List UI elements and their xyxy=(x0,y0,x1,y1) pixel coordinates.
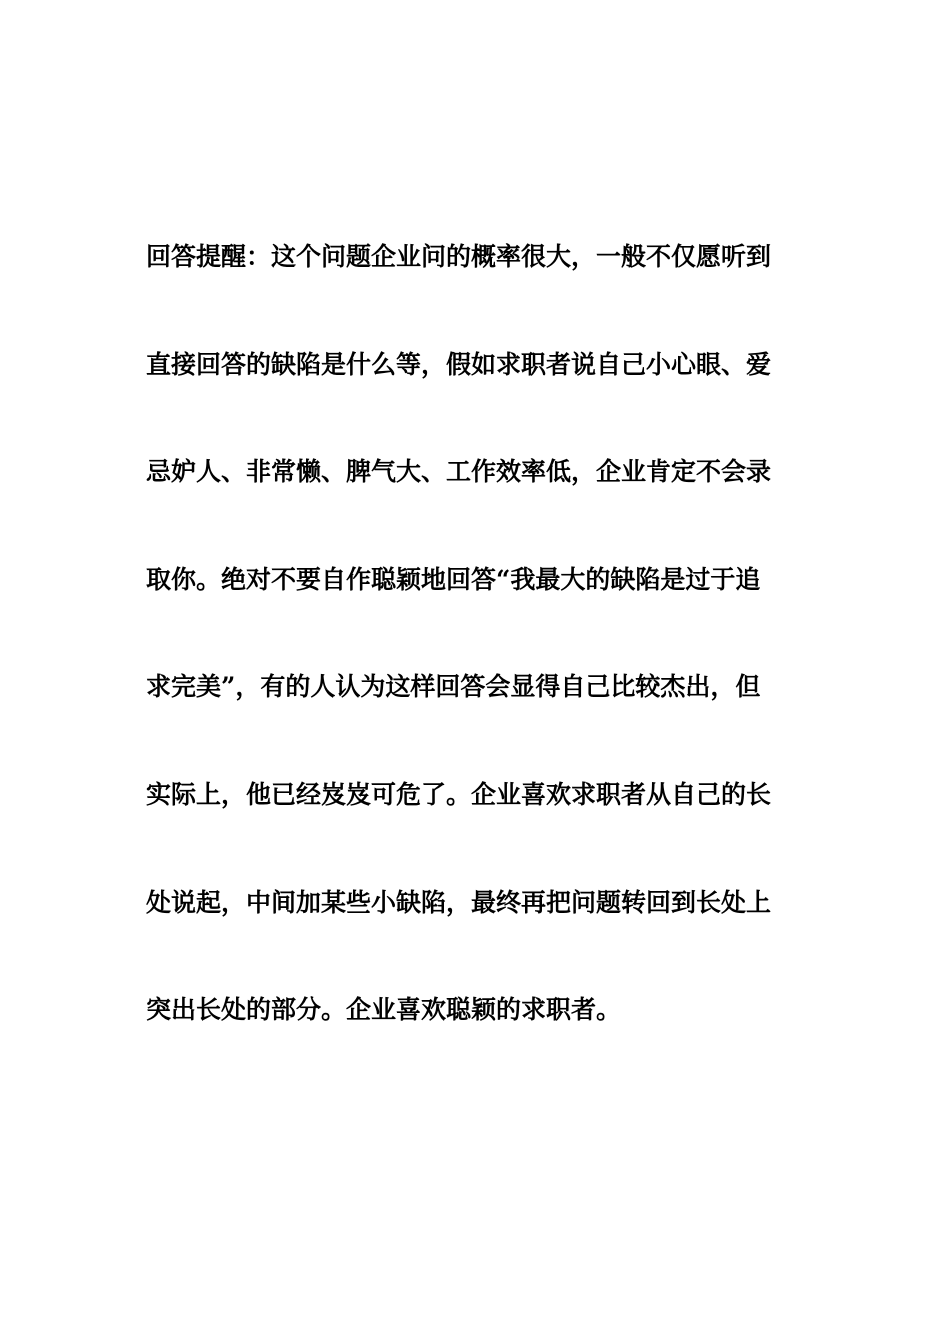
paragraph-line-7: 处说起，中间加某些小缺陷，最终再把问题转回到长处上 xyxy=(146,887,772,917)
paragraph-line-5: 求完美”，有的人认为这样回答会显得自己比较杰出，但 xyxy=(146,672,761,702)
paragraph-line-3: 忌妒人、非常懒、脾气大、工作效率低，企业肯定不会录 xyxy=(146,457,772,487)
body-paragraph xyxy=(146,237,816,1098)
paragraph-line-8: 突出长处的部分。企业喜欢聪颖的求职者。 xyxy=(146,995,622,1025)
paragraph-line-1: 回答提醒：这个问题企业问的概率很大，一般不仅愿听到 xyxy=(146,242,772,271)
paragraph-line-2: 直接回答的缺陷是什么等，假如求职者说自己小心眼、爱 xyxy=(146,349,772,379)
paragraph-line-4: 取你。绝对不要自作聪颖地回答“我最大的缺陷是过于追 xyxy=(146,564,761,594)
paragraph-line-6: 实际上，他已经岌岌可危了。企业喜欢求职者从自己的长 xyxy=(146,779,772,809)
